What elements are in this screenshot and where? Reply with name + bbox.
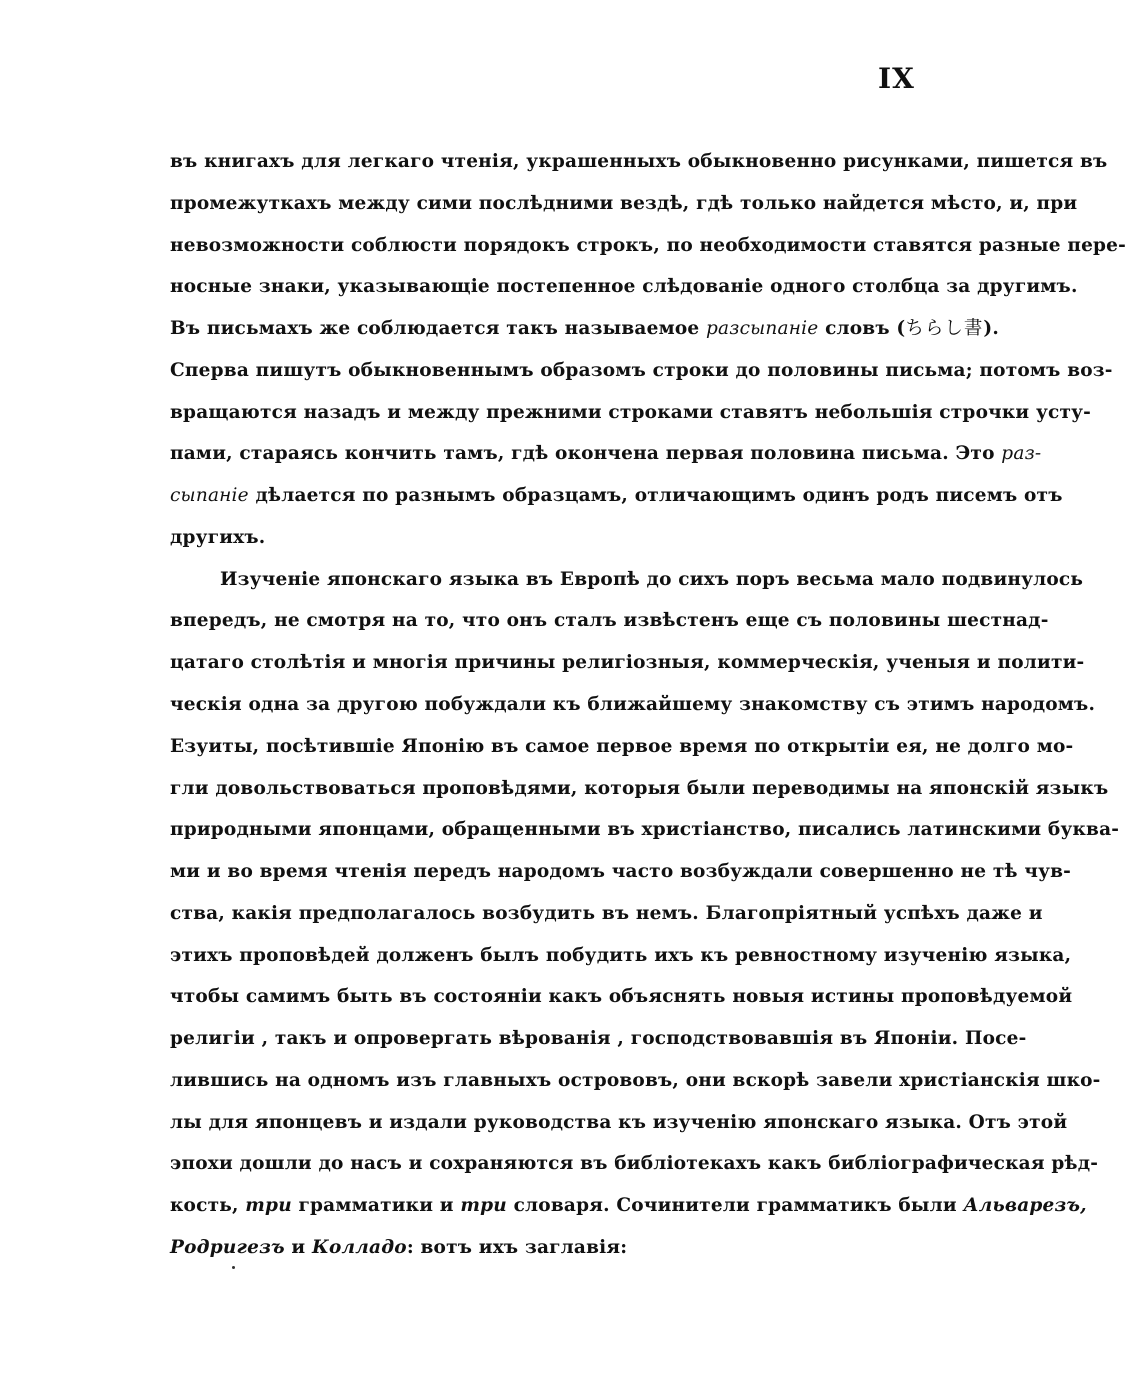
italic-term: три <box>245 1195 292 1216</box>
text-line <box>170 476 1063 516</box>
italic-term: сыпаніе <box>170 485 249 506</box>
text-segment: кость, <box>170 1195 239 1216</box>
text-line <box>170 1228 627 1268</box>
text-segment: словаря. Сочинители грамматикъ были <box>513 1195 957 1216</box>
text-segment: и <box>291 1237 306 1258</box>
italic-name: Колладо <box>311 1237 407 1258</box>
text-line: гли довольствоваться проповѣдями, которыя были переводимы на японскій языкъ <box>170 778 1109 799</box>
text-segment: дѣлается по разнымъ образцамъ, отличающимъ одинъ родъ писемъ отъ <box>255 485 1063 506</box>
text-line: Изученіе японскаго языка въ Европѣ до сихъ поръ весьма мало подвинулось <box>220 569 1084 590</box>
page-number: IX <box>878 62 915 95</box>
ink-speck <box>232 1266 235 1269</box>
text-line: ми и во время чтенія передъ народомъ часто возбуждали совершенно не тѣ чув- <box>170 861 1072 882</box>
text-line <box>170 434 1042 474</box>
text-line: лившись на одномъ изъ главныхъ острововъ, они вскорѣ завели христіанскія шко- <box>170 1070 1101 1091</box>
italic-name: Родригезъ <box>170 1237 285 1258</box>
italic-name: Альварезъ, <box>963 1195 1087 1216</box>
text-segment: ). <box>983 318 999 339</box>
text-line: ческія одна за другою побуждали къ ближайшему знакомству съ этимъ народомъ. <box>170 694 1096 715</box>
italic-term: три <box>460 1195 507 1216</box>
text-segment: : вотъ ихъ заглавія: <box>406 1237 628 1258</box>
text-line: чтобы самимъ быть въ состояніи какъ объяснять новыя истины проповѣдуемой <box>170 986 1073 1007</box>
text-line: цатаго столѣтія и многія причины религіозныя, коммерческія, ученыя и полити- <box>170 652 1085 673</box>
text-line: вращаются назадъ и между прежними строками ставятъ небольшія строчки усту- <box>170 402 1092 423</box>
text-line: этихъ проповѣдей долженъ былъ побудить ихъ къ ревностному изученію языка, <box>170 945 1072 966</box>
text-segment: Въ письмахъ же соблюдается такъ называемое <box>170 318 700 339</box>
text-line: промежуткахъ между сими послѣдними вездѣ, гдѣ только найдется мѣсто, и, при <box>170 193 1078 214</box>
text-line: лы для японцевъ и издали руководства къ изученію японскаго языка. Отъ этой <box>170 1112 1068 1133</box>
text-line: невозможности соблюсти порядокъ строкъ, по необходимости ставятся разные пере- <box>170 235 1126 256</box>
text-line: ства, какія предполагалось возбудить въ немъ. Благопріятный успѣхъ даже и <box>170 903 1043 924</box>
text-line: природными японцами, обращенными въ христіанство, писались латинскими буква- <box>170 819 1120 840</box>
text-line: Езуиты, посѣтившіе Японію въ самое первое время по открытіи ея, не долго мо- <box>170 736 1074 757</box>
text-segment: пами, стараясь кончить тамъ, гдѣ окончена первая половина письма. Это <box>170 443 995 464</box>
text-line: религіи , такъ и опровергать вѣрованія , господствовавшія въ Японіи. Посе- <box>170 1028 1027 1049</box>
text-line: Сперва пишутъ обыкновеннымъ образомъ строки до половины письма; потомъ воз- <box>170 360 1113 381</box>
text-line <box>170 309 999 349</box>
text-segment: грамматики и <box>298 1195 454 1216</box>
text-line: въ книгахъ для легкаго чтенія, украшенныхъ обыкновенно рисунками, пишется въ <box>170 151 1108 172</box>
japanese-script-sample: ちらし書 <box>905 318 984 339</box>
text-line: впередъ, не смотря на то, что онъ сталъ извѣстенъ еще съ половины шестнад- <box>170 610 1049 631</box>
text-line <box>170 1186 1087 1226</box>
text-line: носные знаки, указывающіе постепенное слѣдованіе одного столбца за другимъ. <box>170 276 1078 297</box>
text-segment: словъ ( <box>825 318 906 339</box>
text-line: другихъ. <box>170 527 266 548</box>
italic-term: раз- <box>1001 443 1042 464</box>
italic-term: разсыпаніе <box>706 318 819 339</box>
text-line: эпохи дошли до насъ и сохраняются въ библіотекахъ какъ библіографическая рѣд- <box>170 1153 1099 1174</box>
